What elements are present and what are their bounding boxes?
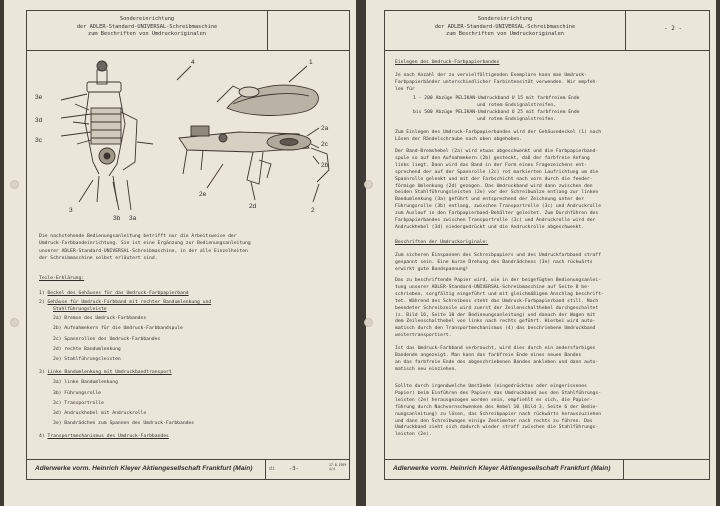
text-line: Umdruckband zieht sich dadurch wieder straff zwischen die Stahlführungs- — [395, 425, 599, 431]
text-line: spule so auf den Aufnahmekern (2b) gesteckt, daß der farbfreie Anfang — [395, 155, 590, 161]
text-line: Je nach Anzahl der zu vervielfältigenden Exemplare kann man Umdruck- — [395, 73, 587, 78]
text-line: unserer ADLER-Standard-UNIVERSAL-Schreibmaschine, in der alle Einzelheiten — [39, 248, 248, 254]
left-page — [4, 0, 356, 506]
parts-subitem: 3b) Führungsrolle — [53, 390, 101, 396]
parts-subitem: 3e) Bandrädchen zum Spannen des Umdruck-Farbbandes — [53, 421, 195, 427]
text-line: an das farbfreie Ende des abgeschriebenen Bandes ankleben und dann auto- — [395, 359, 599, 365]
header-page-marker: - 2 - — [663, 25, 683, 32]
parts-subitem: 2d) rechte Bandumlenkung — [53, 346, 121, 352]
header-divider — [625, 11, 626, 51]
text-line: leisten (2e). — [395, 432, 432, 438]
parts-subitem: 3a) linke Bandumlenkung — [53, 380, 118, 386]
paragraph — [395, 278, 604, 340]
figure-label: 2e — [199, 191, 207, 198]
parts-subitem: 2b) Aufnahmekern für die Umdruck-Farbbandspule — [53, 326, 183, 332]
footer-divider — [623, 460, 624, 479]
left-page-header — [27, 11, 349, 51]
paragraph — [395, 73, 598, 94]
figure-label: 2c — [321, 141, 328, 148]
footer-divider — [265, 460, 266, 479]
figure-label: 3d — [35, 117, 43, 124]
text-line: nungsanleitung) zu lösen, das Schreibpapier nach rückwärts herauszuziehen — [395, 411, 602, 417]
text-line: 1 - 200 Abzüge PELIKAN-Umdruckband U 15 mit farbfreiem Ende — [413, 96, 580, 101]
figure-label: 1 — [309, 59, 313, 66]
company-imprint: Adlerwerke vorm. Heinrich Kleyer Aktiengesellschaft Frankfurt (Main) — [393, 465, 611, 472]
text-line: Die nachstehende Bedienungsanleitung betrifft nur die Arbeitsweise der — [39, 234, 237, 239]
page-number: -3- — [289, 466, 299, 472]
header-title — [385, 16, 625, 39]
parts-subitem: 3d) Andruckhebel mit Andruckrolle — [53, 411, 147, 417]
intro-paragraph — [39, 233, 251, 263]
text-line: Bandumlenkung (3a) geführt und entsprechend der Zeichnung unter der — [395, 197, 585, 203]
parts-item-cont: Stahlführungsleiste — [53, 307, 107, 313]
text-line: tet. Während des Schreibens steht das Umdruck-Farbpapierband still. Nach — [395, 298, 599, 304]
text-line: Führungsrolle (3b) entlang, zwischen Transportrolle (3c) und Andruckrolle — [395, 204, 602, 210]
parts-subitem: 2e) Stahlführungsleisten — [53, 357, 121, 363]
figure-label: 2d — [249, 203, 257, 210]
right-page-frame — [384, 10, 710, 480]
ribbon-mechanism-illustration — [27, 52, 349, 228]
text-line: dem Zeilenschalthebel von links nach rechts geführt. Hierbei wird auto- — [395, 319, 596, 325]
figure-label: 3e — [35, 94, 43, 101]
header-divider — [267, 11, 268, 51]
parts-item: 1) Deckel des Gehäuses für das Umdruck-Farbpapierband — [39, 291, 189, 296]
footer-note — [329, 463, 349, 472]
header-line: der ADLER-Standard-UNIVERSAL-Schreibmaschine — [76, 23, 218, 30]
text-line: führung durch Nachvornschwenken des Hebel 10 (Bild 3, Seite 6 der Bedie- — [395, 404, 599, 410]
figure-label: 2a — [321, 125, 329, 132]
figure-label: 2 — [311, 207, 315, 214]
figure-label: 4 — [191, 59, 195, 66]
section-heading: Einlegen des Umdruck-Farbpapierbandes — [395, 60, 500, 65]
figure-label: 3b — [113, 215, 121, 222]
right-page-header — [385, 11, 709, 51]
header-line: zum Beschriften von Umdruckoriginalen — [446, 31, 564, 38]
text-line: schrieben, sorgfältig eingeführt und mit gleichmäßigem Anschlag beschrift- — [395, 291, 604, 297]
text-line: förmige Umlenkung (2d) gezogen. Das Umdruckband wird dann zwischen den — [395, 183, 593, 189]
text-line: leisten (2e) herausgezogen worden sein, empfiehlt es sich, die Papier- — [395, 397, 593, 403]
text-line: links liegt. Dann wird das Band in der Form eines Fragezeichens ent- — [395, 162, 587, 168]
text-line: Der Band-Bremshebel (2a) wird etwas abgeschwenkt und die Farbpapierband- — [395, 149, 599, 154]
right-page — [366, 0, 716, 506]
header-title — [27, 16, 267, 39]
parts-item: 2) Gehäuse für Umdruck-Farbband mit rechter Bandumlenkung und — [39, 300, 212, 306]
footer-note-line: 4/4 — [329, 467, 335, 472]
paragraph — [395, 130, 601, 144]
paragraph — [395, 149, 601, 232]
figure-label: 3c — [35, 137, 42, 144]
text-line: zum Auslauf in den Farbpapierband-Behälter geleitet. Zum Durchführen des — [395, 211, 599, 217]
text-line: weitertransportiert. — [395, 333, 452, 339]
figure-label: 2b — [321, 162, 329, 169]
footer-note-line: 17.8.1959 — [329, 463, 347, 467]
footer-mark: di — [269, 466, 276, 472]
text-line: beendeter Schreibzeile wird zuerst der Zeilenschalthebel durchgeschaltet — [395, 305, 599, 311]
text-line: gespannt sein. Eine kurze Drehung des Bandrädchens (3e) nach rückwärts — [395, 259, 593, 265]
text-line: der Schreibmaschine selbst erläutert sind. — [39, 256, 158, 262]
text-line: und dann den Schreibwagen einige Zentimeter nach rechts zu führen. Das — [395, 418, 593, 424]
text-line: (s. Bild 16, Seite 10 der Bedienungsanleitung) und danach der Wagen mit — [395, 312, 596, 318]
text-line: Spannrolle gelenkt und mit der Farbschicht nach vorn durch die feeder- — [395, 176, 593, 182]
header-line: Sondereinrichtung — [477, 16, 533, 22]
paragraph — [395, 346, 598, 374]
parts-list — [39, 289, 211, 443]
text-line: tung unserer ADLER-Standard-UNIVERSAL-Schreibmaschine auf Seite 8 be- — [395, 284, 590, 290]
band-list — [413, 96, 580, 124]
punch-hole — [10, 180, 19, 189]
left-page-frame — [26, 10, 350, 480]
figure-label: 3 — [69, 207, 73, 214]
parts-subitem: 3c) Transportrolle — [53, 400, 104, 406]
text-line: Farbpapierbandes zwischen Transportrolle (3c) und Andruckrolle wird der — [395, 218, 596, 224]
text-line: Lösen der Rändelschraube nach oben abgehoben. — [395, 136, 522, 142]
text-line: matisch neu einziehen. — [395, 366, 458, 372]
paragraph — [395, 253, 601, 274]
header-line: zum Beschriften von Umdruckoriginalen — [88, 31, 206, 38]
text-line: Bandende angezeigt. Man kann das farbfreie Ende eines neuen Bandes — [395, 352, 582, 358]
paragraph — [395, 384, 601, 439]
text-line: Andruckhebel (3d) niedergedrückt und die Andruckrolle abgeschwenkt. — [395, 224, 585, 230]
text-line: beiden Stahlführungsleisten (2e) vor der Schreibwalze entlang zur linken — [395, 190, 599, 196]
text-line: Sollte durch irgendwelche Umstände (eingedrücktes oder eingerissenes — [395, 384, 587, 389]
right-page-footer — [385, 459, 709, 479]
parts-item: 4) Transportmechanismus des Umdruck-Farbbandes — [39, 434, 169, 440]
text-line: Ist das Umdruck-Farbband verbraucht, wird dies durch ein andersfarbiges — [395, 346, 596, 351]
text-line: Papier) beim Einführen des Papiers das Umdruckband aus den Stahlführungs- — [395, 390, 602, 396]
text-line: bis 500 Abzüge PELIKAN-Umdruckband U 25 mit farbfreiem Ende — [413, 109, 580, 115]
text-line: Farbpapierbänder unterschiedlicher Farbintensität verwenden. Wir empfeh- — [395, 79, 599, 85]
header-line: der ADLER-Standard-UNIVERSAL-Schreibmaschine — [434, 23, 576, 30]
header-line: Sondereinrichtung — [119, 16, 175, 22]
parts-item: 3) Linke Bandumlenkung mit Umdruckbandtransport — [39, 370, 172, 376]
text-line: len für — [395, 86, 415, 92]
text-line: Umdruck-Farbbandeinrichtung. Sie ist eine Ergänzung zur Bedienungsanleitung — [39, 241, 251, 247]
left-page-footer — [27, 459, 349, 479]
punch-hole — [364, 318, 373, 327]
text-line: Zum Einlegen des Umdruck-Farbpapierbandes wird der Gehäusedeckel (1) nach — [395, 130, 602, 135]
parts-heading: Teile-Erklärung: — [39, 276, 85, 281]
text-line: und rotem Endsignalstreifen, — [477, 102, 557, 108]
text-line: und rotem Endsignalstreifen. — [477, 116, 557, 122]
parts-subitem: 2c) Spannrollen des Umdruck-Farbbandes — [53, 336, 161, 342]
punch-hole — [364, 180, 373, 189]
punch-hole — [10, 318, 19, 327]
text-line: erwirkt gute Bandspannung! — [395, 266, 469, 272]
text-line: matisch durch den Transportmechanismus (4) das beschriebene Umdruckband — [395, 326, 596, 332]
figure-label: 3a — [129, 215, 137, 222]
parts-subitem: 2a) Bremse des Umdruck-Farbbandes — [53, 316, 147, 322]
company-imprint: Adlerwerke vorm. Heinrich Kleyer Aktiengesellschaft Frankfurt (Main) — [35, 465, 253, 472]
text-line: Zum sicheren Einspannen des Schreibpapiers und des Umdruckfarbband straff — [395, 253, 602, 258]
section-heading: Beschriften der Umdruckoriginale: — [395, 240, 489, 245]
text-line: Das zu beschriftende Papier wird, wie in der beigefügten Bedienungsanlei- — [395, 278, 602, 283]
text-line: sprechend der auf der Spannrolle (2c) rot markierten Laufrichtung um die — [395, 169, 599, 175]
